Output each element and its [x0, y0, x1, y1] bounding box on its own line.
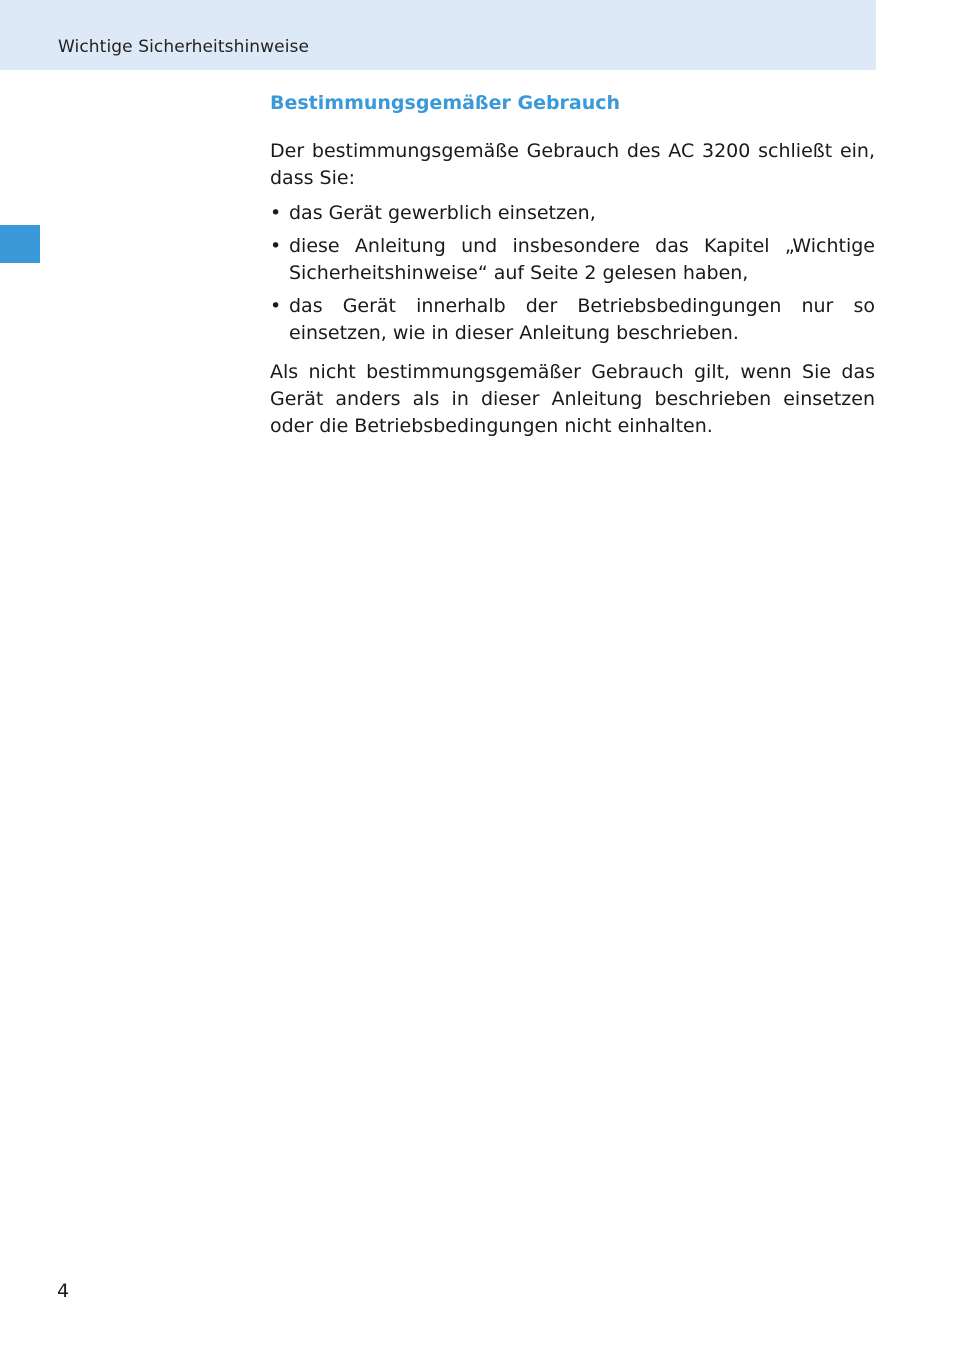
bullet-icon: • — [270, 235, 282, 257]
list-item-text: diese Anleitung und insbesondere das Kapitel „Wichtige Sicherheitshinweise“ auf Seite 2 gelesen haben, — [289, 235, 875, 284]
list-item — [270, 293, 875, 347]
chapter-side-tab — [0, 225, 40, 263]
bullet-list — [270, 200, 875, 347]
list-item — [270, 233, 875, 287]
intro-paragraph: Der bestimmungsgemäße Gebrauch des AC 3200 schließt ein, dass Sie: — [270, 140, 875, 189]
header-band — [0, 0, 876, 70]
header-title: Wichtige Sicherheitshinweise — [58, 37, 310, 57]
list-item-text: das Gerät gewerblich einsetzen, — [289, 202, 596, 224]
page-number: 4 — [57, 1280, 70, 1302]
list-item-text: das Gerät innerhalb der Betriebsbedingungen nur so einsetzen, wie in dieser Anleitung beschrieben. — [289, 295, 875, 344]
closing-paragraph: Als nicht bestimmungsgemäßer Gebrauch gilt, wenn Sie das Gerät anders als in dieser Anleitung beschrieben einsetzen oder die Betriebsbedingungen nicht einhalten. — [270, 361, 875, 437]
section-heading: Bestimmungsgemäßer Gebrauch — [270, 92, 621, 114]
main-content — [270, 90, 875, 440]
list-item — [270, 200, 875, 227]
bullet-icon: • — [270, 295, 282, 317]
bullet-icon: • — [270, 202, 282, 224]
